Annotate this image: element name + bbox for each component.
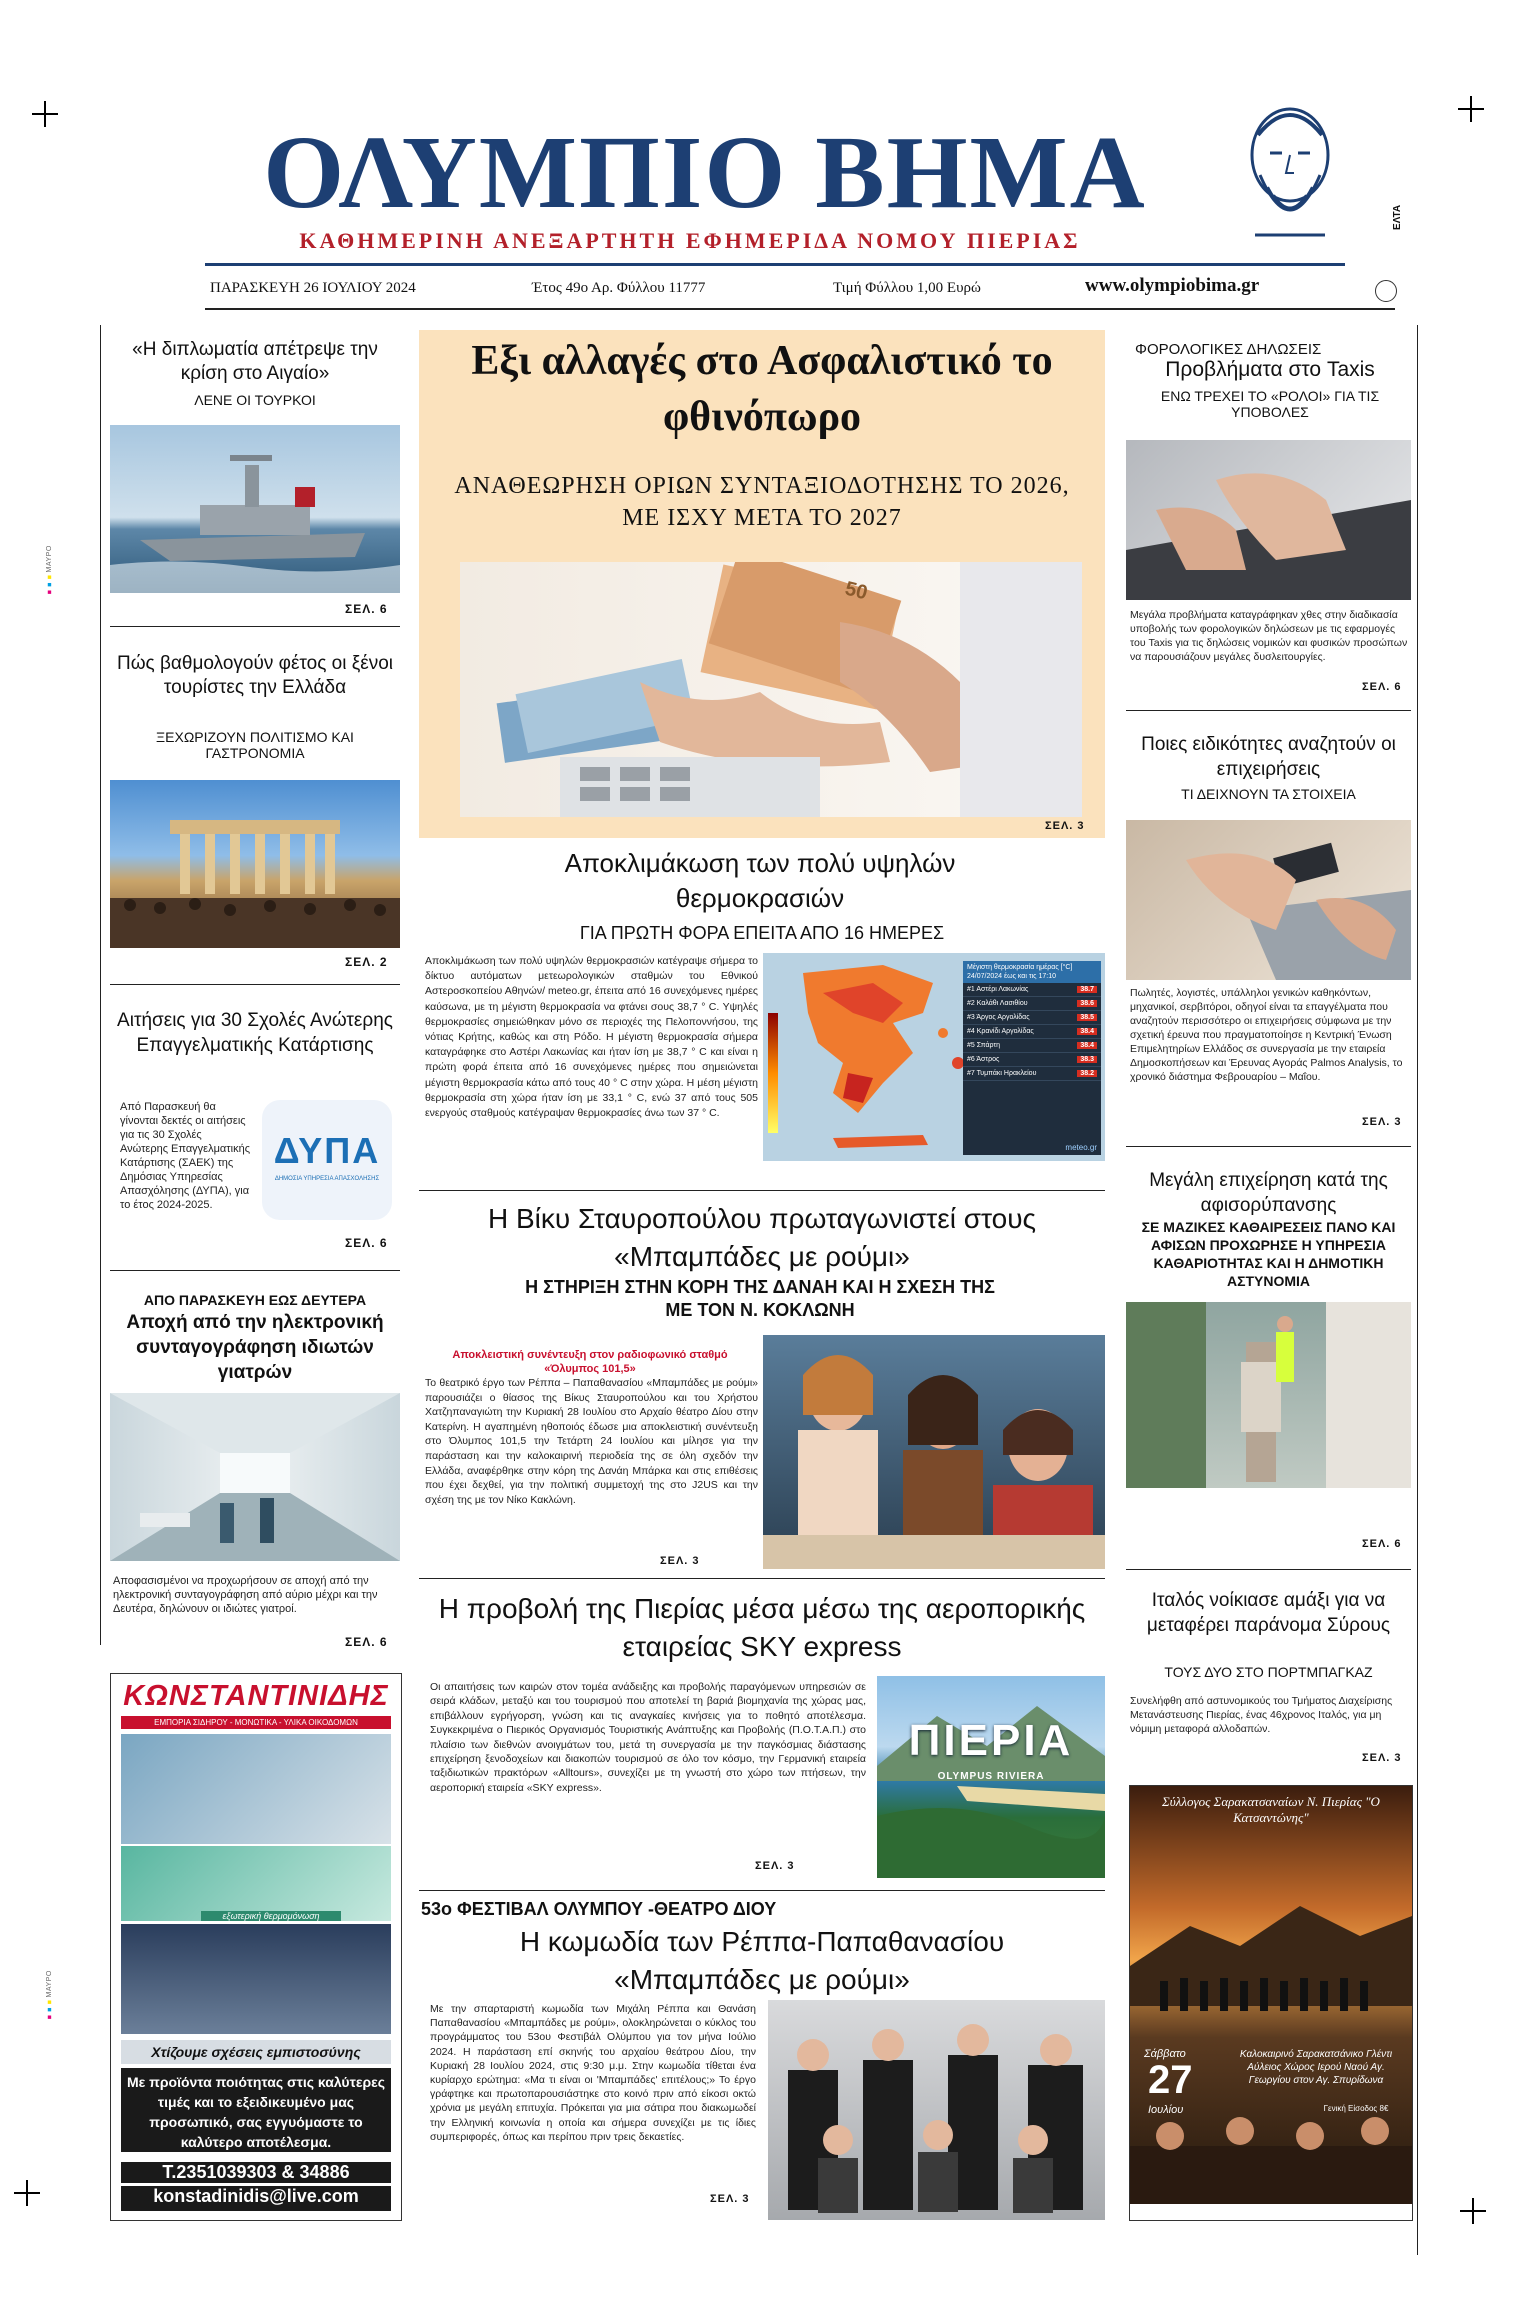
doctors-kicker: ΑΠΟ ΠΑΡΑΣΚΕΥΗ ΕΩΣ ΔΕΥΤΕΡΑ — [143, 1292, 367, 1308]
left-column-rule — [100, 325, 101, 1645]
warship-photo — [110, 425, 400, 593]
jobs-subhead: ΤΙ ΔΕΙΧΝΟΥΝ ΤΑ ΣΤΟΙΧΕΙΑ — [1181, 786, 1356, 802]
heat-map-station-value: 38.6 — [1077, 1000, 1097, 1007]
left-rule-1 — [110, 626, 400, 627]
heat-map-panel — [963, 961, 1101, 1155]
actresses-photo — [763, 1335, 1105, 1569]
heat-map-brand: meteo.gr — [1065, 1143, 1097, 1152]
heat-map-station-name: #5 Σπάρτη — [967, 1042, 1001, 1049]
viki-kicker: Αποκλειστική συνέντευξη στον ραδιοφωνικό σταθμό «Όλυμπος 101,5» — [452, 1349, 728, 1375]
poster-day: Σάββατο — [1144, 2048, 1186, 2060]
color-bar-bottom: ■■■MAYPO — [46, 1970, 53, 2020]
crop-mark-bottom-left — [14, 2180, 40, 2206]
dypa-logo-subtext: ΔΗΜΟΣΙΑ ΥΠΗΡΕΣΙΑ ΑΠΑΣΧΟΛΗΣΗΣ — [274, 1176, 380, 1182]
left-rule-3 — [110, 1270, 400, 1271]
heat-map-station-value: 38.4 — [1077, 1028, 1097, 1035]
masthead-subtitle: ΚΑΘΗΜΕΡΙΝΗ ΑΝΕΞΑΡΤΗΤΗ ΕΦΗΜΕΡΙΔΑ ΝΟΜΟΥ ΠΙΕΡΙΑΣ — [299, 228, 1081, 253]
heat-map-station-row — [963, 983, 1101, 997]
pieria-riviera-photo — [877, 1676, 1105, 1878]
masthead-bottom-rule — [205, 308, 1395, 310]
heat-map-station-value: 38.2 — [1077, 1070, 1097, 1077]
dypa-logo-text: ΔΥΠΑ — [273, 1130, 381, 1171]
poster-entry: Γενική Είσοδος 8€ — [1323, 2104, 1389, 2113]
heat-map-station-row — [963, 997, 1101, 1011]
lead-page-ref: ΣΕΛ. 3 — [1045, 820, 1085, 832]
lead-subhead: ΑΝΑΘΕΩΡΗΣΗ ΟΡΙΩΝ ΣΥΝΤΑΞΙΟΔΟΤΗΣΗΣ ΤΟ 2026, ΜΕ ΙΣΧΥ ΜΕΤΑ ΤΟ 2027 — [454, 473, 1070, 531]
dypa-logo — [262, 1100, 392, 1220]
center-rule-2 — [419, 1578, 1105, 1579]
taxis-kicker: ΦΟΡΟΛΟΓΙΚΕΣ ΔΗΛΩΣΕΙΣ — [1135, 341, 1322, 358]
ad-slogan: Χτίζουμε σχέσεις εμπιστοσύνης — [121, 2040, 391, 2064]
italian-headline[interactable]: Ιταλός νοίκιασε αμάξι για να μεταφέρει παράνομα Σύρους — [1146, 1590, 1391, 1636]
jobs-body: Πωλητές, λογιστές, υπάλληλοι γενικών καθηκόντων, μηχανικοί, σερβιτόροι, οδηγοί είναι τα επαγγέλματα που αναζητούν περισσότερο οι επιχειρήσεις σύμφωνα με την σχετική έρευνα που πραγματοποίησε η Κεντρική Ένωση Επιμελητηρίων Ελλάδος σε συνεργασία με την εταιρεία Δημοσκοπήσεων και Έρευνας Αγοράς Palmos Analysis, το χρονικό διάστημα Φεβρουαρίου – Μαΐου. — [1130, 987, 1403, 1083]
festival-body: Με την σπαρταριστή κωμωδία των Μιχάλη Ρέππα και Θανάση Παπαθανασίου «Μπαμπάδες με ρούμι», ολοκληρώνεται ο κύκλος του προγράμματος του 53ου Φεστιβάλ Ολύμπου για τον μήνα Ιούλιο 2024. Η παράσταση επί σκηνής του αρχαίου θεάτρου Δίου, την Κυριακή 28 Ιουλίου 2024, στις 9:30 μ.μ. Στην κωμωδία τίθεται ένα κυρίαρχο ερώτημα: «Μα τι είναι οι 'Μπαμπάδες' επιτέλους;» Το έργο γράφτηκε και πρωτοπαρουσιάστηκε στο κοινό πριν από είκοσι οκτώ χρόνια με μεγάλη επιτυχία. Πρόκειται για μια σάτιρα που διακωμωδεί την Ελληνική κοινωνία η οποία και σήμερα συνεχίζει με τις ίδιες συμπεριφορές, όπως και περίπου πριν τρεις δεκαετίες. — [430, 2003, 756, 2143]
lead-headline[interactable]: Εξι αλλαγές στο Ασφαλιστικό το φθινόπωρο — [471, 338, 1053, 440]
viki-body: Το θεατρικό έργο των Ρέππα – Παπαθανασίου «Μπαμπάδες με ρούμι» παρουσιάζει ο θίασος της Βίκυς Σταυροπούλου και του Χρήστου Χατζηπαναγιώτη την Κυριακή 28 Ιουλίου στο Αρχαίο θέατρο Δίου στην Κατερίνη. Η αγαπημένη ηθοποιός έδωσε μια αποκλειστική συνέντευξη στο Όλυμπος 101,5 την Τετάρτη 24 Ιουλίου και μίλησε για την παράσταση και την καλοκαιρινή περιοδεία της σε όλη σχεδόν την Ελλάδα, αναφέρθηκε στην κόρη της Δανάη Μπάρκα και στις επιθέσεις που έχει δεχθεί, για την πολιτική συμμετοχή της στο J2US και την σχέση της με τον Νίκο Κακλώνη. — [425, 1377, 758, 1506]
taxis-page-ref: ΣΕΛ. 6 — [1362, 681, 1402, 693]
jobs-headline[interactable]: Ποιες ειδικότητες αναζητούν οι επιχειρήσεις — [1141, 734, 1396, 780]
crop-mark-bottom-right — [1460, 2198, 1486, 2224]
viki-page-ref: ΣΕΛ. 3 — [660, 1555, 700, 1567]
sky-page-ref: ΣΕΛ. 3 — [755, 1860, 795, 1872]
italian-subhead: ΤΟΥΣ ΔΥΟ ΣΤΟ ΠΟΡΤΜΠΑΓΚΑΖ — [1164, 1664, 1373, 1680]
heat-map-station-name: #2 Καλάθι Λασιθίου — [967, 1000, 1028, 1007]
heat-map-station-value: 38.4 — [1077, 1042, 1097, 1049]
heat-map-station-value: 38.7 — [1077, 986, 1097, 993]
italian-body: Συνελήφθη από αστυνομικούς του Τμήματος Διαχείρισης Μετανάστευσης Πιερίας, ένας 46χρονος Ιταλός, για μη νόμιμη μεταφορά αλλοδαπών. — [1130, 1695, 1393, 1735]
heat-map-station-name: #1 Αστέρι Λακωνίας — [967, 986, 1029, 993]
heat-map-title: Μέγιστη θερμοκρασία ημέρας [°C] 24/07/2024 έως και τις 17:10 — [963, 961, 1101, 983]
heat-map-station-name: #7 Τυμπάκι Ηρακλείου — [967, 1070, 1037, 1077]
heat-map-station-list — [963, 983, 1101, 1081]
issue-price: Τιμή Φύλλου 1,00 Ευρώ — [833, 280, 981, 296]
diplomacy-headline[interactable]: «Η διπλωματία απέτρεψε την κρίση στο Αιγαίο» — [132, 339, 378, 384]
doctors-body: Αποφασισμένοι να προχωρήσουν σε αποχή από την ηλεκτρονική συνταγογράφηση από αύριο μέχρι και την Δευτέρα, δηλώνουν οι ιδιώτες γιατροί. — [113, 1575, 378, 1615]
tourists-subhead: ΞΕΧΩΡΙΖΟΥΝ ΠΟΛΙΤΙΣΜΟ ΚΑΙ ΓΑΣΤΡΟΝΟΜΙΑ — [156, 729, 354, 761]
heat-headline[interactable]: Αποκλιμάκωση των πολύ υψηλών θερμοκρασιών — [564, 848, 956, 913]
ad-warehouse-photo — [121, 1924, 391, 2034]
issue-number: Έτος 49ο Αρ. Φύλλου 11777 — [532, 280, 706, 296]
center-rule-1 — [419, 1190, 1105, 1191]
elta-label: ΕΛΤΑ — [1392, 204, 1404, 231]
hospital-corridor-photo — [110, 1393, 400, 1561]
schools-body: Από Παρασκευή θα γίνονται δεκτές οι αιτήσεις για τις 30 Σχολές Ανώτερης Επαγγελματικής Κατάρτισης (ΣΑΕΚ) της Δημόσιας Υπηρεσίας Απασχόλησης (ΔΥΠΑ), για το έτος 2024-2025. — [120, 1101, 250, 1211]
poster-month: Ιουλίου — [1148, 2104, 1184, 2116]
sky-body: Οι απαιτήσεις των καιρών στον τομέα ανάδειξης και προβολής παραγόμενων υπηρεσιών σε σειρά κλάδων, μεταξύ και του τουρισμού που αποτελεί τη βαριά βιομηχανία της χώρας μας, επιβάλλουν εγρήγορση, γνώση και τις αναγκαίες κινήσεις για το ποθητό αποτέλεσμα. Συγκεκριμένα ο Πιερικός Οργανισμός Τουριστικής Ανάπτυξης και Προβολής (Π.Ο.Τ.Α.Π.) στο πλαίσιο των διεθνών ανοιγμάτων του, μετά τη συνεργασία με την παγκόσμιας διάστασης επιχείρηση ξενοδοχείων και διακοπών τουρισμού σε όλο τον κόσμο, την Γερμανική εταιρεία ταξιδιωτικών πρακτόρων «Alltours», συνεχίζει με τη γνωστή στο χώρο των πτήσεων, την αεροπορική εταιρεία «SKY express». — [430, 1681, 866, 1794]
poster-sponsors — [1130, 2204, 1412, 2220]
tourists-headline[interactable]: Πώς βαθμολογούν φέτος οι ξένοι τουρίστες την Ελλάδα — [116, 653, 393, 698]
heat-map-station-value: 38.5 — [1077, 1014, 1097, 1021]
heat-map-station-row — [963, 1039, 1101, 1053]
cleanup-subhead: ΣΕ ΜΑΖΙΚΕΣ ΚΑΘΑΙΡΕΣΕΙΣ ΠΑΝΟ ΚΑΙ ΑΦΙΣΩΝ ΠΡΟΧΩΡΗΣΕ Η ΥΠΗΡΕΣΙΑ ΚΑΘΑΡΙΟΤΗΤΑΣ ΚΑΙ Η ΔΗΜΟΤΙΚΗ ΑΣΤΥΝΟΜΙΑ — [1141, 1219, 1396, 1289]
ad-text: Με προϊόντα ποιότητας στις καλύτερες τιμές και το εξειδικευμένο μας προσωπικό, σας εγγυόμαστε το καλύτερο αποτέλεσμα. — [121, 2068, 391, 2152]
heat-body: Αποκλιμάκωση των πολύ υψηλών θερμοκρασιών κατέγραψε σήμερα το δίκτυο αυτόματων μετεωρολογικών σταθμών του Εθνικού Αστεροσκοπείου Αθηνών/ meteo.gr, έπειτα από 16 συνεχόμενες ημέρες καύσωνα, με τη μέγιστη θερμοκρασία να φτάνει σους 38,7 ° C. Υψηλές θερμοκρασίες σημειώθηκαν μόνο σε περιοχές της Πελοποννήσου, της νότιας Κρήτης, καθώς και στη Ρόδο. Η μέγιστη θερμοκρασία σήμερα καταγράφηκε στο Αστέρι Λακωνίας και ήταν ίση με 38,7 ° C και είναι η πρώτη φορά έπειτα από 16 συνεχόμενες ημέρες που σημειώνεται μέγιστη θερμοκρασία κάτω από τους 40 ° C στην χώρα. Η μέση μέγιστη θερμοκρασία στη χώρα ήταν ίση με 33,1 ° C, ενώ 37 από τους 505 ενεργούς σταθμούς κατέγραψαν θερμοκρασίες άνω των 37 ° C. — [425, 955, 758, 1120]
konstantinidis-ad[interactable] — [110, 1673, 402, 2221]
taxis-subhead: ΕΝΩ ΤΡΕΧΕΙ ΤΟ «ΡΟΛΟΙ» ΓΙΑ ΤΙΣ ΥΠΟΒΟΛΕΣ — [1160, 388, 1380, 420]
money-hands-photo — [460, 562, 1082, 817]
ad-workers-photo — [121, 1734, 391, 1844]
diplomacy-page-ref: ΣΕΛ. 6 — [345, 602, 388, 616]
right-rule-2 — [1126, 1146, 1411, 1147]
website-link[interactable]: www.olympiobima.gr — [1085, 275, 1260, 296]
ad-brand: ΚΩΝΣΤΑΝΤΙΝΙΔΗΣ — [123, 1680, 389, 1712]
heat-map-station-value: 38.3 — [1077, 1056, 1097, 1063]
ad-tagline: ΕΜΠΟΡΙΑ ΣΙΔΗΡΟΥ - ΜΟΝΩΤΙΚΑ - ΥΛΙΚΑ ΟΙΚΟΔΟΜΩΝ — [121, 1716, 391, 1729]
masthead-title: ΟΛΥΜΠΙΟ ΒΗΜΑ — [263, 115, 1147, 230]
taxis-headline[interactable]: Προβλήματα στο Taxis — [1165, 358, 1375, 381]
cleanup-page-ref: ΣΕΛ. 6 — [1362, 1538, 1402, 1550]
ad-email[interactable]: konstadinidis@live.com — [121, 2186, 391, 2211]
crop-mark-top-left — [32, 101, 58, 127]
jobs-page-ref: ΣΕΛ. 3 — [1362, 1116, 1402, 1128]
festival-kicker: 53ο ΦΕΣΤΙΒΑΛ ΟΛΥΜΠΟΥ -ΘΕΑΤΡΟ ΔΙΟΥ — [421, 1899, 777, 1919]
right-column-rule — [1417, 325, 1418, 2255]
pieria-photo-subtitle: OLYMPUS RIVIERA — [937, 1771, 1045, 1782]
doctors-headline[interactable]: Αποχή από την ηλεκτρονική συνταγογράφηση ιδιωτών γιατρών — [126, 1312, 384, 1383]
color-bar-top: ■■■MAYPO — [46, 455, 53, 595]
laptop-typing-photo — [1126, 440, 1411, 600]
festival-headline[interactable]: Η κωμωδία των Ρέππα-Παπαθανασίου «Μπαμπάδες με ρούμι» — [519, 1926, 1005, 1995]
poster-removal-photo — [1126, 1302, 1411, 1488]
italian-page-ref: ΣΕΛ. 3 — [1362, 1752, 1402, 1764]
phone-laptop-photo — [1126, 820, 1411, 980]
taxis-body: Μεγάλα προβλήματα καταγράφηκαν χθες στην διαδικασία υποβολής των φορολογικών δηλώσεων με τις εφαρμογές του Taxis για τις δηλώσεις νομικών και φυσικών προσώπων να παρουσιάζουν μεγάλες δυσλειτουργίες. — [1130, 609, 1408, 663]
tourists-page-ref: ΣΕΛ. 2 — [345, 955, 388, 969]
acropolis-photo — [110, 780, 400, 948]
elta-seal-icon — [1375, 280, 1397, 302]
schools-page-ref: ΣΕΛ. 6 — [345, 1236, 388, 1250]
poster-date: 27 — [1148, 2058, 1193, 2102]
heat-map-station-row — [963, 1025, 1101, 1039]
cast-photo — [768, 2000, 1105, 2220]
sky-headline[interactable]: Η προβολή της Πιερίας μέσα μέσω της αεροπορικής εταιρείας SKY express — [438, 1593, 1086, 1662]
festival-page-ref: ΣΕΛ. 3 — [710, 2193, 750, 2205]
heat-map-figure — [763, 953, 1105, 1161]
viki-subhead: Η ΣΤΗΡΙΞΗ ΣΤΗΝ ΚΟΡΗ ΤΗΣ ΔΑΝΑΗ ΚΑΙ Η ΣΧΕΣΗ ΤΗΣ ΜΕ ΤΟΝ Ν. ΚΟΚΛΩΝΗ — [525, 1277, 995, 1320]
heat-map-station-name: #4 Κρανίδι Αργολίδας — [967, 1028, 1034, 1035]
ad-insulation-label: εξωτερική θερμομόνωση — [201, 1911, 341, 1921]
sarakatsanoi-poster[interactable] — [1129, 1785, 1413, 2221]
heat-subhead: ΓΙΑ ΠΡΩΤΗ ΦΟΡΑ ΕΠΕΙΤΑ ΑΠΟ 16 ΗΜΕΡΕΣ — [579, 923, 945, 943]
masthead-rule — [205, 263, 1345, 266]
issue-date: ΠΑΡΑΣΚΕΥΗ 26 ΙΟΥΛΙΟΥ 2024 — [210, 280, 416, 296]
right-rule-1 — [1126, 710, 1411, 711]
heat-map-station-name: #6 Άστρος — [967, 1056, 1000, 1063]
ad-phone[interactable]: Τ.2351039303 & 34886 — [121, 2162, 391, 2183]
right-rule-3 — [1126, 1569, 1411, 1570]
center-rule-3 — [419, 1890, 1105, 1891]
viki-headline[interactable]: Η Βίκυ Σταυροπούλου πρωταγωνιστεί στους «Μπαμπάδες με ρούμι» — [487, 1203, 1037, 1272]
schools-headline[interactable]: Αιτήσεις για 30 Σχολές Ανώτερης Επαγγελματικής Κατάρτισης — [117, 1010, 393, 1056]
diplomacy-subhead: ΛΕΝΕ ΟΙ ΤΟΥΡΚΟΙ — [194, 392, 316, 408]
zeus-head-logo — [1230, 95, 1350, 255]
pieria-photo-title: ΠΙΕΡΙΑ — [908, 1716, 1074, 1765]
heat-map-station-row — [963, 1067, 1101, 1081]
banknote-label: 50 — [842, 577, 870, 605]
crop-mark-top-right — [1458, 96, 1484, 122]
left-rule-2 — [110, 984, 400, 985]
doctors-page-ref: ΣΕΛ. 6 — [345, 1635, 388, 1649]
heat-map-station-name: #3 Άργος Αργολίδας — [967, 1014, 1030, 1021]
poster-org: Σύλλογος Σαρακατσαναίων Ν. Πιερίας "Ο Κατσαντώνης" — [1162, 1794, 1380, 1825]
poster-text: Καλοκαιρινό Σαρακατσάνικο Γλέντι Αύλειος Χώρος Ιερού Ναού Αγ. Γεωργίου στον Αγ. Σπυρίδωνα — [1239, 2049, 1393, 2086]
cleanup-headline[interactable]: Μεγάλη επιχείρηση κατά της αφισορύπανσης — [1149, 1170, 1388, 1216]
ad-insulation-photo — [121, 1846, 391, 1921]
heat-map-station-row — [963, 1011, 1101, 1025]
heat-map-station-row — [963, 1053, 1101, 1067]
